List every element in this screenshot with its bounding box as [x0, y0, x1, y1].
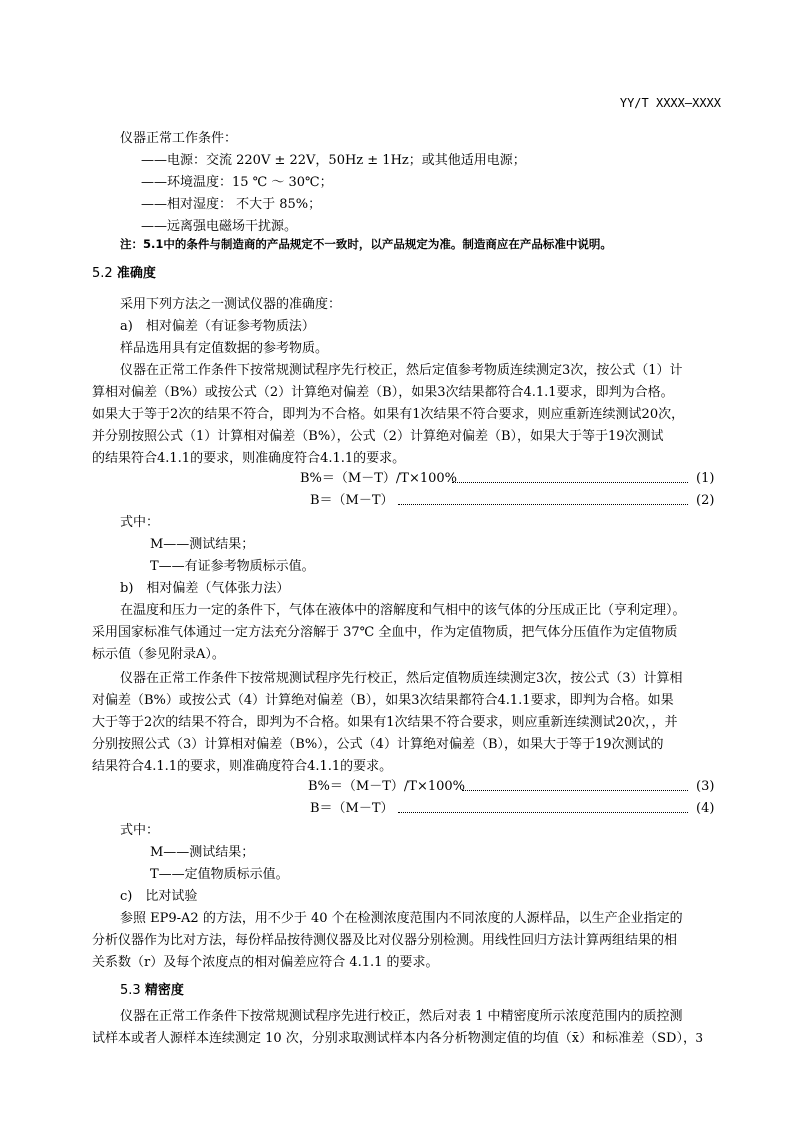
- t-definition: T——有证参考物质标示值。: [150, 559, 315, 574]
- formula-3-number: (3): [696, 779, 715, 794]
- conditions-note: 注：5.1中的条件与制造商的产品规定不一致时，以产品规定为准。制造商应在产品标准中说明。: [120, 237, 612, 251]
- item-b-para-line: 分别按照公式（3）计算相对偏差（B%），公式（4）计算绝对偏差（B），如果大于等于19次测试的: [92, 737, 664, 752]
- section-title: 精密度: [144, 983, 184, 998]
- item-b-para-line: 在温度和压力一定的条件下，气体在液体中的溶解度和气相中的该气体的分压成正比（亨利定理）。: [120, 603, 686, 618]
- item-c-label: c) 比对试验: [120, 889, 198, 904]
- m-definition: M——测试结果；: [150, 845, 255, 860]
- item-a-para-line: 的结果符合4.1.1的要求，则准确度符合4.1.1的要求。: [92, 451, 406, 466]
- accuracy-intro: 采用下列方法之一测试仪器的准确度：: [120, 297, 342, 312]
- item-a-label: a) 相对偏差（有证参考物质法）: [120, 319, 315, 334]
- m-definition: M——测试结果；: [150, 537, 255, 552]
- condition-power: ——电源：交流 220V ± 22V，50Hz ± 1Hz；或其他适用电源；: [141, 153, 526, 168]
- formula-4-number: (4): [696, 801, 715, 816]
- item-a-para-line: 如果大于等于2次的结果不符合，即判为不合格。如果有1次结果不符合要求，则应重新连续测试20次，: [92, 407, 685, 422]
- where-label: 式中：: [120, 823, 160, 838]
- where-label: 式中：: [120, 515, 160, 530]
- section-5-2-heading: [92, 265, 156, 283]
- formula-2-number: (2): [696, 493, 715, 508]
- section-title: 准确度: [116, 266, 156, 281]
- page-number: 3: [695, 1031, 703, 1045]
- item-b-para-line: 大于等于2次的结果不符合，即判为不合格。如果有1次结果不符合要求，则应重新连续测试20次，，并: [92, 715, 678, 730]
- formula-4: B＝（M－T）: [310, 801, 394, 816]
- item-c-para-line: 参照 EP9-A2 的方法，用不少于 40 个在检测浓度范围内不同浓度的人源样品，以生产企业指定的: [120, 911, 683, 926]
- item-a-para-line: 仪器在正常工作条件下按常规测试程序先行校正，然后定值参考物质连续测定3次，按公式（1）计: [120, 363, 683, 378]
- item-a-para-line: 并分别按照公式（1）计算相对偏差（B%），公式（2）计算绝对偏差（B），如果大于等于19次测试: [92, 429, 664, 444]
- item-b-label: b) 相对偏差（气体张力法）: [120, 581, 290, 596]
- formula-3: B%＝（M－T）/T×100%: [308, 779, 465, 794]
- item-b-para-line: 采用国家标准气体通过一定方法充分溶解于 37℃ 全血中，作为定值物质，把气体分压值作为定值物质: [92, 625, 678, 640]
- formula-1-number: (1): [696, 471, 715, 486]
- condition-humidity: ——相对湿度： 不大于 85%；: [141, 197, 322, 212]
- item-b-para-line: 结果符合4.1.1的要求，则准确度符合4.1.1的要求。: [92, 759, 393, 774]
- condition-temperature: ——环境温度：15 ℃ ～ 30℃；: [141, 175, 333, 190]
- formula-1: B%＝（M－T）/T×100%: [300, 471, 457, 486]
- item-c-para-line: 分析仪器作为比对方法，每份样品按待测仪器及比对仪器分别检测。用线性回归方法计算两组结果的相: [92, 933, 678, 948]
- precision-para-line: 试样本或者人源样本连续测定 10 次，分别求取测试样本内各分析物测定值的均值（x̄）和标准差（SD），: [92, 1031, 696, 1046]
- item-a-sample: 样品选用具有定值数据的参考物质。: [120, 341, 329, 356]
- conditions-title: 仪器正常工作条件：: [120, 131, 238, 146]
- t-definition: T——定值物质标示值。: [150, 867, 289, 882]
- condition-emi: ——远离强电磁场干扰源。: [141, 219, 298, 234]
- item-b-para-line: 对偏差（B%）或按公式（4）计算绝对偏差（B），如果3次结果都符合4.1.1要求，即判为合格。如果: [92, 693, 674, 708]
- section-number: 5.3: [120, 983, 141, 998]
- document-code: YY/T XXXX—XXXX: [619, 96, 721, 110]
- item-b-para-line: 标示值（参见附录A）。: [92, 647, 225, 662]
- item-a-para-line: 算相对偏差（B%）或按公式（2）计算绝对偏差（B），如果3次结果都符合4.1.1要求，即判为合格。: [92, 385, 674, 400]
- section-5-3-heading: [120, 982, 184, 1000]
- formula-2: B＝（M－T）: [310, 493, 394, 508]
- precision-para-line: 仪器在正常工作条件下按常规测试程序先进行校正，然后对表 1 中精密度所示浓度范围内的质控测: [120, 1009, 683, 1024]
- section-number: 5.2: [92, 266, 113, 281]
- item-b-para-line: 仪器在正常工作条件下按常规测试程序先行校正，然后定值物质连续测定3次，按公式（3）计算相: [120, 671, 683, 686]
- item-c-para-line: 关系数（r）及每个浓度点的相对偏差应符合 4.1.1 的要求。: [92, 955, 439, 970]
